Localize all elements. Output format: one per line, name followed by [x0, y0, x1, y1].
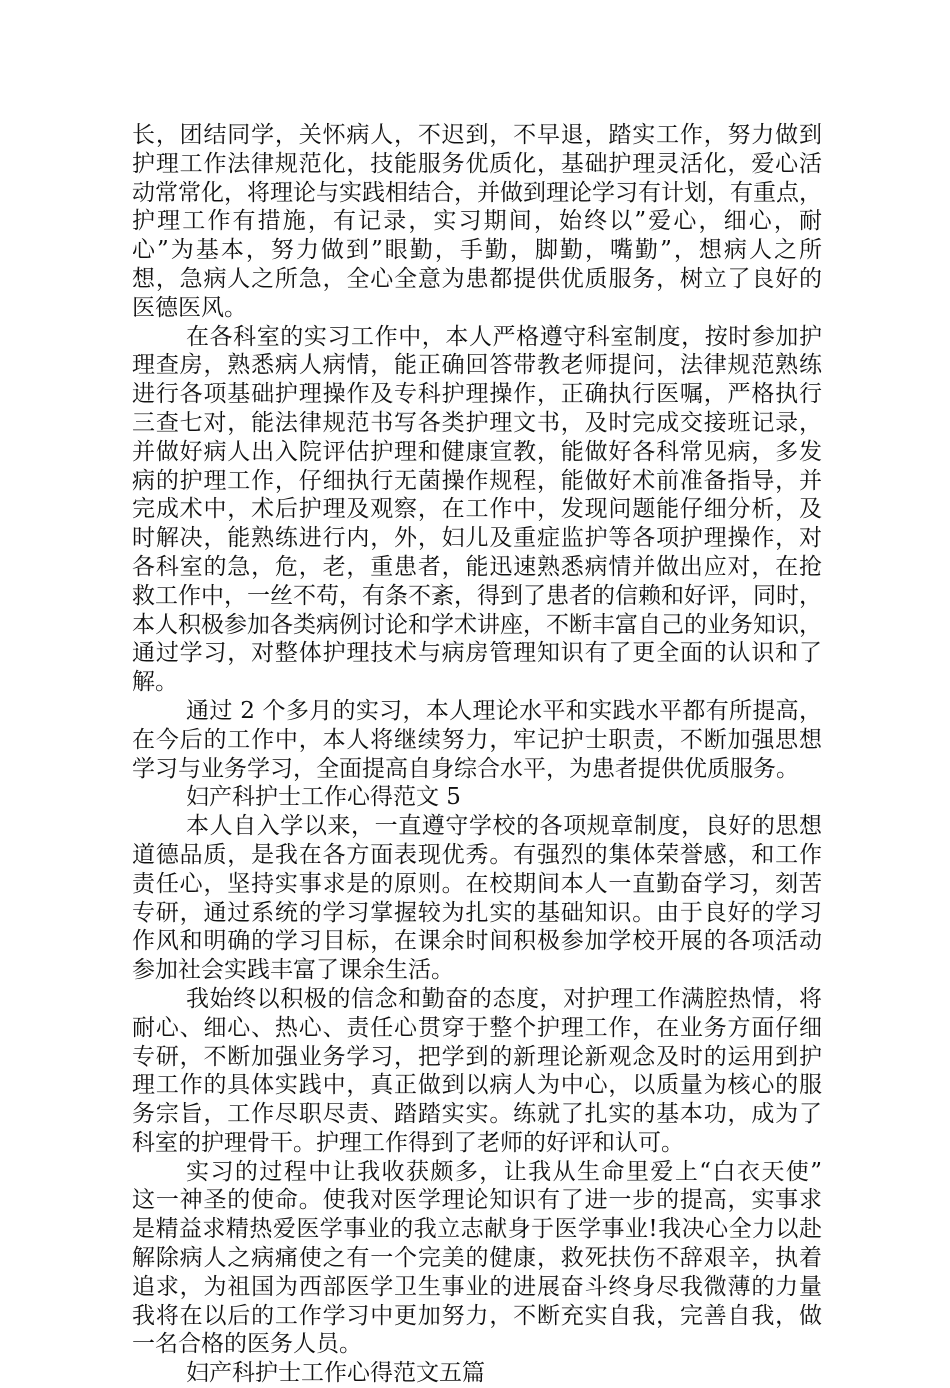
text-line: 在今后的工作中，本人将继续努力，牢记护士职责，不断加强思想: [132, 726, 822, 753]
text-line: 解。: [132, 669, 178, 696]
text-line: 通过 2 个多月的实习，本人理论水平和实践水平都有所提高，: [186, 697, 822, 724]
text-line: 并做好病人出入院评估护理和健康宣教，能做好各科常见病，多发: [132, 438, 822, 465]
text-line: 进行各项基础护理操作及专科护理操作，正确执行医嘱，严格执行: [132, 381, 822, 408]
text-line: 长，团结同学，关怀病人，不迟到，不早退，踏实工作，努力做到: [132, 122, 822, 148]
text-line: 责任心，坚持实事求是的原则。在校期间本人一直勤奋学习，刻苦: [132, 870, 822, 897]
document-body: [132, 121, 822, 1388]
text-line: 时解决，能熟练进行内，外，妇儿及重症监护等各项护理操作，对: [132, 525, 822, 552]
text-line: 完成术中，术后护理及观察，在工作中，发现问题能仔细分析，及: [132, 496, 822, 523]
text-line: 我始终以积极的信念和勤奋的态度，对护理工作满腔热情，将: [186, 985, 822, 1012]
text-line: 解除病人之病痛使之有一个完美的健康，救死扶伤不辞艰辛，执着: [132, 1245, 822, 1272]
text-line: 理工作的具体实践中，真正做到以病人为中心，以质量为核心的服: [132, 1072, 822, 1099]
text-line: 动常常化，将理论与实践相结合，并做到理论学习有计划，有重点，: [132, 179, 822, 206]
section-heading-five-articles: [132, 1359, 822, 1388]
text-line: 救工作中，一丝不苟，有条不紊，得到了患者的信赖和好评，同时，: [132, 582, 822, 609]
section-heading-5: [132, 783, 822, 812]
text-line: 在各科室的实习工作中，本人严格遵守科室制度，按时参加护: [186, 323, 822, 350]
section-heading: 妇产科护士工作心得范文五篇: [186, 1360, 485, 1387]
text-line: 科室的护理骨干。护理工作得到了老师的好评和认可。: [132, 1129, 684, 1156]
text-line: 这一神圣的使命。使我对医学理论知识有了进一步的提高，实事求: [132, 1187, 822, 1214]
text-line: 学习与业务学习，全面提高自身综合水平，为患者提供优质服务。: [132, 755, 799, 782]
text-line: 护理工作法律规范化，技能服务优质化，基础护理灵活化，爱心活: [132, 150, 822, 177]
text-line: 专研，通过系统的学习掌握较为扎实的基础知识。由于良好的学习: [132, 899, 822, 926]
section-heading: 妇产科护士工作心得范文 5: [186, 784, 461, 811]
text-line: 追求，为祖国为西部医学卫生事业的进展奋斗终身尽我微薄的力量: [132, 1273, 822, 1300]
paragraph-school-performance: [132, 812, 822, 985]
text-line: 心”为基本，努力做到”眼勤，手勤，脚勤，嘴勤”，想病人之所: [132, 237, 822, 264]
text-line: 道德品质，是我在各方面表现优秀。有强烈的集体荣誉感，和工作: [132, 841, 822, 868]
text-line: 耐心、细心、热心、责任心贯穿于整个护理工作，在业务方面仔细: [132, 1014, 822, 1041]
paragraph-internship-gains: [132, 1158, 822, 1360]
text-line: 医德医风。: [132, 294, 247, 321]
text-line: 一名合格的医务人员。: [132, 1331, 362, 1358]
text-line: 专研，不断加强业务学习，把学到的新理论新观念及时的运用到护: [132, 1043, 822, 1070]
text-line: 各科室的急，危，老，重患者，能迅速熟悉病情并做出应对，在抢: [132, 553, 822, 580]
paragraph-department-internship: [132, 323, 822, 697]
text-line: 本人积极参加各类病例讨论和学术讲座，不断丰富自己的业务知识，: [132, 611, 822, 638]
text-line: 通过学习，对整体护理技术与病房管理知识有了更全面的认识和了: [132, 640, 822, 667]
paragraph-work-attitude: [132, 985, 822, 1158]
paragraph-summary: [132, 697, 822, 783]
text-line: 病的护理工作，仔细执行无菌操作规程，能做好术前准备指导，并: [132, 467, 822, 494]
text-line: 想，急病人之所急，全心全意为患都提供优质服务，树立了良好的: [132, 265, 822, 292]
text-line: 参加社会实践丰富了课余生活。: [132, 957, 454, 984]
text-line: 我将在以后的工作学习中更加努力，不断充实自我，完善自我，做: [132, 1302, 822, 1329]
text-line: 三查七对，能法律规范书写各类护理文书，及时完成交接班记录，: [132, 409, 822, 436]
paragraph-continuation: [132, 121, 822, 323]
text-line: 本人自入学以来，一直遵守学校的各项规章制度，良好的思想: [186, 813, 822, 840]
text-line: 实习的过程中让我收获颇多，让我从生命里爱上“白衣天使”: [186, 1158, 822, 1185]
text-line: 护理工作有措施，有记录，实习期间，始终以”爱心，细心，耐: [132, 208, 822, 235]
text-line: 务宗旨，工作尽职尽责、踏踏实实。练就了扎实的基本功，成为了: [132, 1101, 822, 1128]
text-line: 作风和明确的学习目标，在课余时间积极参加学校开展的各项活动: [132, 928, 822, 955]
text-line: 是精益求精热爱医学事业的我立志献身于医学事业!我决心全力以赴: [132, 1216, 822, 1243]
text-line: 理查房，熟悉病人病情，能正确回答带教老师提问，法律规范熟练: [132, 352, 822, 379]
